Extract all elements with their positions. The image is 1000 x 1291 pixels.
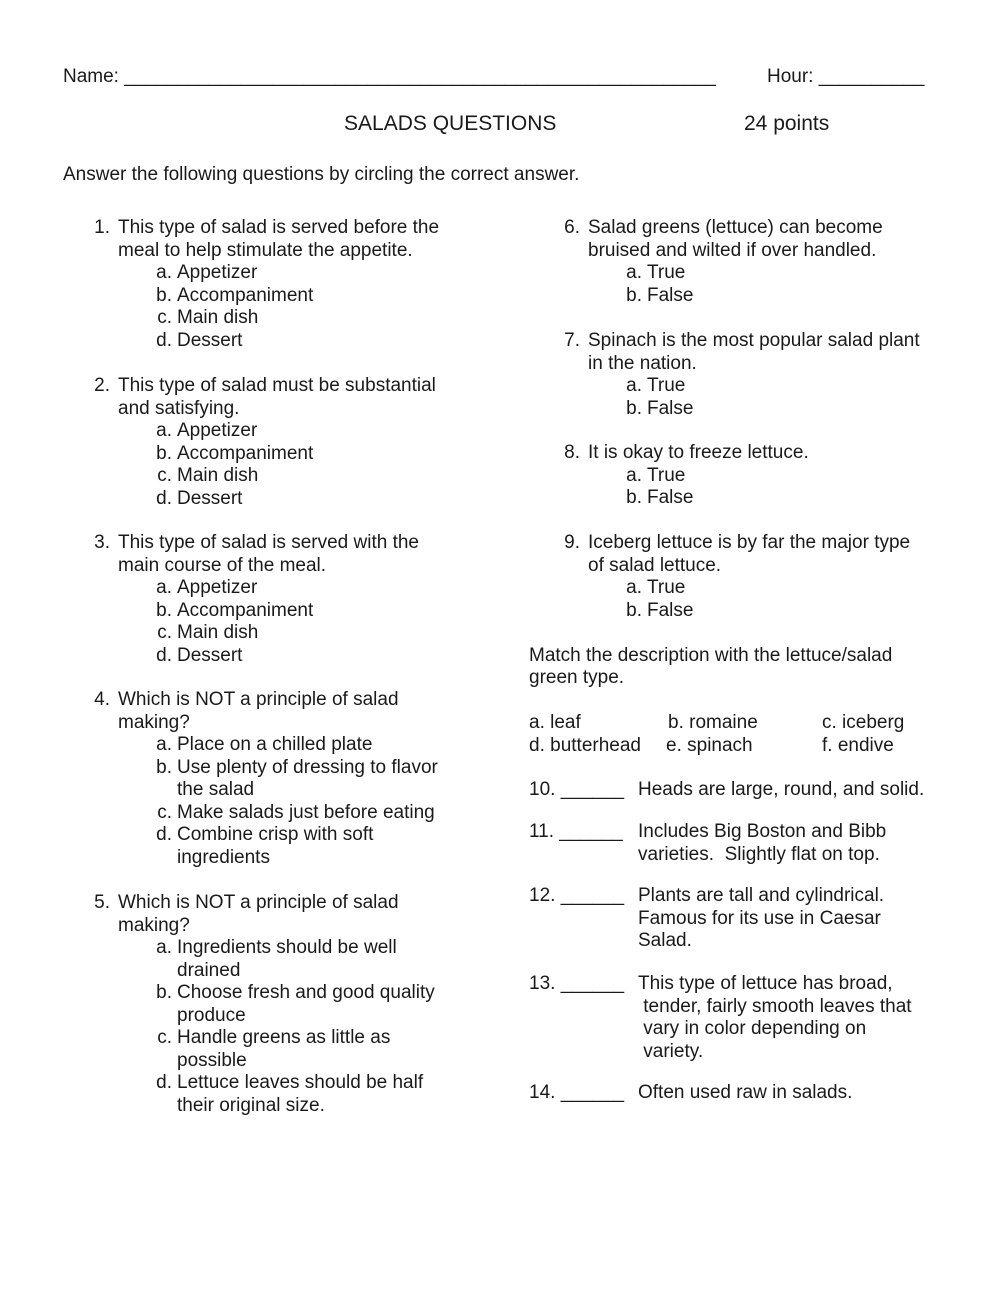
match-description-line: varieties. Slightly flat on top. — [638, 843, 880, 865]
answer-option[interactable] — [144, 599, 314, 623]
option-text-line: Combine crisp with soft — [177, 824, 374, 845]
option-text-line: Accompaniment — [177, 284, 314, 306]
option-text-line: Appetizer — [177, 577, 258, 598]
answer-option[interactable] — [144, 420, 258, 443]
option-text-line: Handle greens as little as — [177, 1027, 391, 1048]
answer-option[interactable] — [144, 937, 397, 981]
answer-option[interactable] — [614, 262, 686, 285]
match-description-line: Salad. — [638, 930, 692, 951]
option-letter: b. — [626, 397, 642, 419]
match-description-line: vary in color depending on — [638, 1018, 867, 1039]
answer-blank[interactable]: 10. ______ — [529, 779, 625, 800]
option-text-line: Choose fresh and good quality — [177, 982, 435, 1003]
answer-option[interactable] — [144, 577, 258, 600]
option-letter: b. — [626, 487, 642, 508]
option-text-line: Dessert — [177, 487, 243, 509]
answer-option[interactable] — [144, 442, 314, 466]
answer-option[interactable] — [144, 329, 243, 353]
option-letter: a. — [156, 420, 172, 441]
option-text-line: ingredients — [177, 846, 270, 868]
option-text-line: Main dish — [177, 465, 259, 486]
option-text-line: False — [647, 284, 694, 306]
option-letter: c. — [157, 465, 172, 486]
question-text-line: It is okay to freeze lettuce. — [588, 442, 809, 463]
question-text-line: Which is NOT a principle of salad — [118, 892, 399, 913]
answer-option[interactable] — [614, 487, 694, 510]
question-text-line: making? — [118, 914, 190, 936]
match-description-line: tender, fairly smooth leaves that — [638, 995, 912, 1017]
option-letter: b. — [156, 982, 172, 1003]
match-description-line: Heads are large, round, and solid. — [638, 779, 925, 800]
choice-spinach: e. spinach — [666, 735, 753, 756]
option-letter: b. — [156, 599, 172, 621]
points-total: 24 points — [744, 112, 830, 135]
choice-romaine: b. romaine — [668, 712, 758, 733]
answer-blank[interactable]: 12. ______ — [529, 885, 625, 906]
option-text-line: produce — [177, 1004, 246, 1026]
question-text-line: Which is NOT a principle of salad — [118, 689, 399, 710]
answer-option[interactable] — [614, 375, 686, 398]
option-letter: a. — [626, 577, 642, 598]
option-letter: a. — [626, 262, 642, 283]
option-text-line: Dessert — [177, 644, 243, 666]
option-text-line: Accompaniment — [177, 442, 314, 464]
answer-option[interactable] — [144, 307, 259, 330]
answer-option[interactable] — [144, 801, 435, 825]
question-text-line: This type of salad is served with the — [118, 532, 419, 553]
question-number: 3. — [94, 532, 110, 553]
answer-option[interactable] — [144, 1027, 391, 1071]
option-letter: c. — [157, 622, 172, 643]
answer-option[interactable] — [614, 464, 686, 488]
choice-leaf: a. leaf — [529, 712, 581, 733]
option-letter: d. — [156, 487, 172, 509]
match-description-line: Includes Big Boston and Bibb — [638, 821, 887, 842]
option-letter: d. — [156, 1072, 172, 1093]
option-text-line: drained — [177, 959, 241, 981]
answer-option[interactable] — [614, 599, 694, 623]
option-letter: d. — [156, 329, 172, 351]
answer-option[interactable] — [144, 1072, 424, 1116]
question-text-line: Spinach is the most popular salad plant — [588, 330, 920, 351]
option-letter: b. — [626, 284, 642, 306]
answer-blank[interactable]: 14. ______ — [529, 1082, 625, 1103]
answer-option[interactable] — [144, 734, 373, 757]
option-text-line: Use plenty of dressing to flavor — [177, 756, 438, 778]
question-text-line: Salad greens (lettuce) can become — [588, 217, 883, 238]
option-letter: c. — [157, 801, 172, 823]
question-text-line: and satisfying. — [118, 397, 240, 419]
question-text-line: This type of salad must be substantial — [118, 375, 436, 396]
matching-instructions-line: Match the description with the lettuce/salad — [529, 645, 893, 666]
option-text-line: True — [647, 375, 686, 396]
option-text-line: True — [647, 577, 686, 598]
match-description-line: Often used raw in salads. — [638, 1082, 853, 1103]
option-letter: b. — [156, 284, 172, 306]
option-letter: a. — [156, 262, 172, 283]
option-letter: a. — [156, 577, 172, 598]
answer-blank[interactable]: 13. ______ — [529, 973, 625, 994]
option-text-line: Dessert — [177, 329, 243, 351]
answer-option[interactable] — [614, 577, 686, 600]
match-description-line: Famous for its use in Caesar — [638, 907, 881, 929]
option-text-line: Appetizer — [177, 420, 258, 441]
answer-option[interactable] — [144, 644, 243, 668]
question-text-line: Iceberg lettuce is by far the major type — [588, 532, 911, 553]
question-text-line: making? — [118, 711, 190, 733]
option-letter: a. — [626, 375, 642, 396]
name-field[interactable]: Name: ________________________________________________________ — [63, 66, 716, 87]
instructions: Answer the following questions by circling the correct answer. — [63, 164, 580, 185]
question-text-line: This type of salad is served before the — [118, 217, 440, 238]
option-letter: d. — [156, 824, 172, 845]
answer-option[interactable] — [144, 465, 259, 488]
question-number: 4. — [94, 689, 110, 710]
match-description-line: Plants are tall and cylindrical. — [638, 885, 885, 906]
option-text-line: their original size. — [177, 1094, 325, 1116]
option-text-line: Place on a chilled plate — [177, 734, 373, 755]
option-letter: a. — [156, 937, 172, 958]
question-text-line: of salad lettuce. — [588, 554, 722, 576]
option-letter: c. — [157, 307, 172, 328]
option-text-line: Lettuce leaves should be half — [177, 1072, 424, 1093]
question-text-line: main course of the meal. — [118, 554, 327, 576]
answer-option[interactable] — [144, 284, 314, 308]
option-letter: a. — [626, 464, 642, 486]
option-letter: b. — [156, 756, 172, 778]
answer-blank[interactable]: 11. ______ — [529, 821, 623, 842]
option-text-line: False — [647, 599, 694, 621]
option-text-line: False — [647, 487, 694, 508]
choice-butterhead: d. butterhead — [529, 735, 641, 756]
option-text-line: Ingredients should be well — [177, 937, 397, 958]
option-letter: a. — [156, 734, 172, 755]
question-text-line: in the nation. — [588, 352, 697, 374]
option-text-line: Main dish — [177, 622, 259, 643]
match-description-line: variety. — [638, 1040, 704, 1062]
choice-endive: f. endive — [822, 735, 894, 756]
question-number: 9. — [564, 532, 580, 553]
question-text-line: meal to help stimulate the appetite. — [118, 239, 413, 261]
option-text-line: Make salads just before eating — [177, 801, 435, 823]
question-number: 6. — [564, 217, 580, 238]
option-letter: c. — [157, 1027, 172, 1048]
answer-option[interactable] — [144, 487, 243, 511]
answer-option[interactable] — [614, 397, 694, 421]
match-description-line: This type of lettuce has broad, — [638, 973, 893, 994]
answer-option[interactable] — [144, 756, 438, 800]
option-text-line: the salad — [177, 779, 255, 800]
matching-instructions-line: green type. — [529, 667, 625, 688]
option-letter: b. — [626, 599, 642, 621]
question-text-line: bruised and wilted if over handled. — [588, 239, 877, 261]
question-number: 2. — [94, 375, 110, 396]
option-text-line: Accompaniment — [177, 599, 314, 621]
option-text-line: Appetizer — [177, 262, 258, 283]
answer-option[interactable] — [144, 622, 259, 645]
answer-option[interactable] — [144, 824, 374, 868]
question-number: 7. — [564, 330, 580, 351]
answer-option[interactable] — [144, 262, 258, 285]
option-letter: b. — [156, 442, 172, 464]
answer-option[interactable] — [614, 284, 694, 308]
question-number: 1. — [94, 217, 110, 238]
option-text-line: False — [647, 397, 694, 419]
option-text-line: Main dish — [177, 307, 259, 328]
option-letter: d. — [156, 644, 172, 666]
question-number: 5. — [94, 892, 110, 913]
question-number: 8. — [564, 442, 580, 463]
worksheet-title: SALADS QUESTIONS — [344, 112, 557, 135]
option-text-line: True — [647, 262, 686, 283]
hour-field[interactable]: Hour: __________ — [767, 66, 925, 87]
option-text-line: True — [647, 464, 686, 486]
option-text-line: possible — [177, 1049, 247, 1071]
choice-iceberg: c. iceberg — [822, 712, 905, 733]
answer-option[interactable] — [144, 982, 435, 1026]
